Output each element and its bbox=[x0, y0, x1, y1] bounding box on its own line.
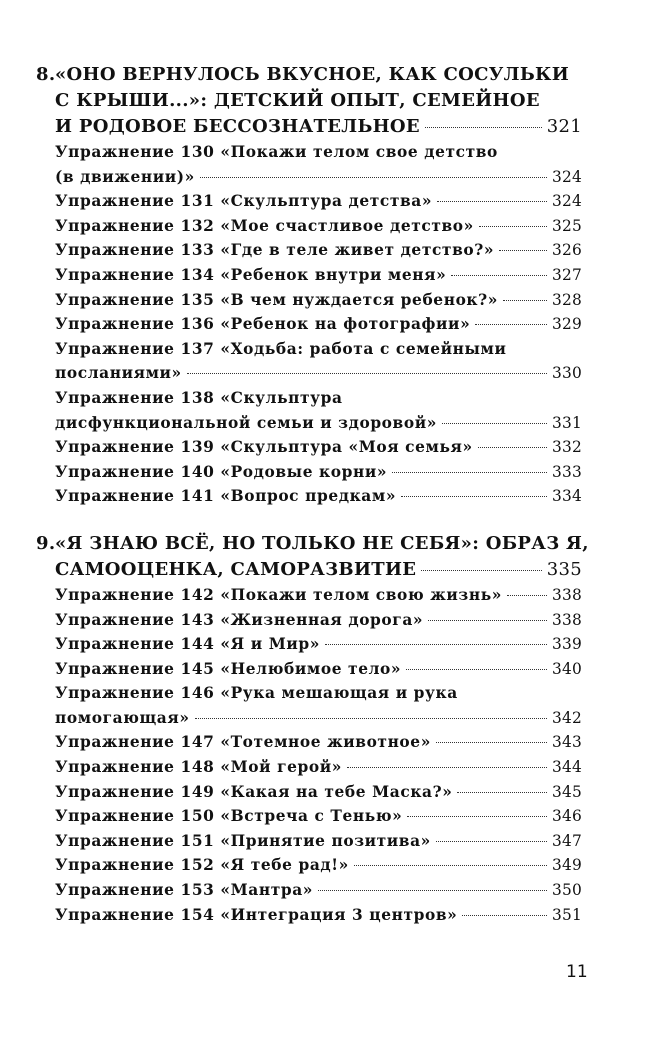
dot-leader bbox=[436, 841, 547, 842]
toc-entry-title: Упражнение 133 «Где в теле живет детство?» bbox=[55, 241, 495, 260]
dot-leader bbox=[354, 865, 547, 866]
chapter-title-text: «ОНО ВЕРНУЛОСЬ ВКУСНОЕ, КАК СОСУЛЬКИ bbox=[55, 64, 570, 85]
chapter-section bbox=[36, 62, 582, 509]
dot-leader bbox=[475, 324, 547, 325]
dot-leader bbox=[401, 496, 547, 497]
dot-leader bbox=[499, 250, 547, 251]
toc-entry-line: Упражнение 138 «Скульптура bbox=[55, 388, 343, 407]
toc-entry-page: 351 bbox=[552, 905, 582, 924]
toc-entry-page: 324 bbox=[552, 192, 582, 211]
toc-entry-page: 325 bbox=[552, 216, 582, 235]
toc-entry bbox=[36, 780, 582, 805]
toc-entry-page: 326 bbox=[552, 241, 582, 260]
toc-entry bbox=[36, 288, 582, 313]
toc-entry-title: Упражнение 150 «Встреча с Тенью» bbox=[55, 807, 403, 826]
toc-entry-title: Упражнение 131 «Скульптура детства» bbox=[55, 192, 433, 211]
toc-entry-title: Упражнение 153 «Мантра» bbox=[55, 881, 313, 900]
toc-entry-title: дисфункциональной семьи и здоровой» bbox=[55, 413, 437, 432]
toc-entry-title: Упражнение 154 «Интеграция 3 центров» bbox=[55, 905, 458, 924]
table-of-contents bbox=[36, 62, 589, 949]
chapter-page-number: 335 bbox=[546, 558, 582, 580]
toc-entry-page: 338 bbox=[552, 585, 582, 604]
toc-entry bbox=[36, 238, 582, 263]
toc-entry bbox=[36, 484, 582, 509]
toc-entry bbox=[36, 755, 582, 780]
toc-entry-page: 324 bbox=[552, 167, 582, 186]
toc-entry-page: 328 bbox=[552, 290, 582, 309]
chapter-title-last-line bbox=[36, 114, 582, 140]
dot-leader bbox=[442, 423, 547, 424]
toc-entry-page: 340 bbox=[552, 659, 582, 678]
toc-entry-title: Упражнение 152 «Я тебе рад!» bbox=[55, 856, 349, 875]
chapter-title-text: И РОДОВОЕ БЕССОЗНАТЕЛЬНОЕ bbox=[55, 116, 420, 137]
toc-entry-title: Упражнение 148 «Мой герой» bbox=[55, 758, 342, 777]
toc-entry bbox=[36, 878, 582, 903]
toc-entry-page: 339 bbox=[552, 635, 582, 654]
dot-leader bbox=[428, 620, 547, 621]
chapter-section bbox=[36, 531, 589, 927]
toc-entry-title: Упражнение 140 «Родовые корни» bbox=[55, 462, 388, 481]
dot-leader bbox=[478, 447, 547, 448]
toc-entry-page: 329 bbox=[552, 315, 582, 334]
toc-entry bbox=[36, 214, 582, 239]
toc-entry-title: Упражнение 139 «Скульптура «Моя семья» bbox=[55, 438, 473, 457]
toc-entry bbox=[36, 632, 582, 657]
chapter-number: 9. bbox=[36, 532, 56, 554]
toc-entry-title: посланиями» bbox=[55, 364, 182, 383]
toc-entry-title: Упражнение 142 «Покажи телом свою жизнь» bbox=[55, 585, 502, 604]
chapter-number: 8. bbox=[36, 64, 56, 85]
chapter-title-line bbox=[36, 88, 582, 114]
toc-entry-page: 338 bbox=[552, 610, 582, 629]
toc-entry-page: 333 bbox=[552, 462, 582, 481]
toc-entry bbox=[36, 706, 582, 731]
toc-entry-title: Упражнение 141 «Вопрос предкам» bbox=[55, 487, 397, 506]
toc-entry-title: Упражнение 147 «Тотемное животное» bbox=[55, 733, 431, 752]
dot-leader bbox=[436, 742, 547, 743]
toc-entry-title: Упражнение 145 «Нелюбимое тело» bbox=[55, 659, 402, 678]
chapter-title-text: «Я ЗНАЮ ВСЁ, НО ТОЛЬКО НЕ СЕБЯ»: ОБРАЗ Я, bbox=[55, 532, 589, 554]
toc-entry-page: 331 bbox=[552, 413, 582, 432]
toc-entry-title: Упражнение 134 «Ребенок внутри меня» bbox=[55, 265, 447, 284]
toc-entry-page: 330 bbox=[552, 364, 582, 383]
dot-leader bbox=[451, 275, 547, 276]
toc-entry bbox=[36, 411, 582, 436]
dot-leader bbox=[406, 669, 547, 670]
toc-entry bbox=[36, 829, 582, 854]
toc-entry-title: Упражнение 135 «В чем нуждается ребенок?» bbox=[55, 290, 498, 309]
toc-entry bbox=[36, 903, 582, 928]
toc-entry-page: 327 bbox=[552, 265, 582, 284]
toc-entry-page: 350 bbox=[552, 881, 582, 900]
toc-entry bbox=[36, 361, 582, 386]
toc-entry-title: Упражнение 136 «Ребенок на фотографии» bbox=[55, 315, 471, 334]
toc-entry-page: 344 bbox=[552, 758, 582, 777]
dot-leader bbox=[347, 767, 547, 768]
toc-entry-title: помогающая» bbox=[55, 708, 190, 727]
dot-leader bbox=[437, 201, 547, 202]
toc-entry-title: Упражнение 132 «Мое счастливое детство» bbox=[55, 216, 474, 235]
page-number: 11 bbox=[566, 962, 588, 982]
dot-leader bbox=[425, 127, 542, 128]
toc-entry-page: 334 bbox=[552, 487, 582, 506]
toc-entry bbox=[36, 853, 582, 878]
toc-entry bbox=[36, 435, 582, 460]
toc-entry-page: 349 bbox=[552, 856, 582, 875]
toc-entry-page: 332 bbox=[552, 438, 582, 457]
toc-entry bbox=[36, 804, 582, 829]
toc-entry bbox=[36, 583, 582, 608]
dot-leader bbox=[462, 915, 547, 916]
dot-leader bbox=[187, 373, 547, 374]
toc-entry-title: Упражнение 143 «Жизненная дорога» bbox=[55, 610, 424, 629]
dot-leader bbox=[479, 226, 547, 227]
toc-entry-title: Упражнение 151 «Принятие позитива» bbox=[55, 831, 431, 850]
dot-leader bbox=[325, 644, 547, 645]
chapter-title-line bbox=[36, 62, 582, 88]
dot-leader bbox=[507, 595, 547, 596]
dot-leader bbox=[457, 792, 547, 793]
dot-leader bbox=[407, 816, 547, 817]
toc-entry-page: 345 bbox=[552, 782, 582, 801]
toc-entry bbox=[36, 189, 582, 214]
dot-leader bbox=[195, 718, 547, 719]
toc-entry-title: Упражнение 144 «Я и Мир» bbox=[55, 635, 320, 654]
toc-entry-page: 346 bbox=[552, 807, 582, 826]
chapter-title-text: САМООЦЕНКА, САМОРАЗВИТИЕ bbox=[55, 558, 417, 580]
chapter-title-line bbox=[36, 531, 589, 557]
toc-entry-line: Упражнение 146 «Рука мешающая и рука bbox=[55, 684, 458, 703]
toc-entry bbox=[36, 165, 582, 190]
toc-entry-title: Упражнение 149 «Какая на тебе Маска?» bbox=[55, 782, 453, 801]
toc-entry-page: 347 bbox=[552, 831, 582, 850]
dot-leader bbox=[503, 300, 547, 301]
dot-leader bbox=[421, 570, 541, 571]
toc-entry bbox=[36, 730, 582, 755]
dot-leader bbox=[200, 177, 547, 178]
toc-entry-line: Упражнение 137 «Ходьба: работа с семейными bbox=[55, 339, 507, 358]
toc-entry-title: (в движении)» bbox=[55, 167, 195, 186]
dot-leader bbox=[392, 472, 547, 473]
toc-entry-line: Упражнение 130 «Покажи телом свое детство bbox=[55, 143, 498, 161]
toc-entry-page: 343 bbox=[552, 733, 582, 752]
toc-entry bbox=[36, 657, 582, 682]
toc-entry bbox=[36, 312, 582, 337]
chapter-title-text: С КРЫШИ...»: ДЕТСКИЙ ОПЫТ, СЕМЕЙНОЕ bbox=[55, 90, 540, 111]
toc-entry bbox=[36, 608, 582, 633]
chapter-page-number: 321 bbox=[546, 116, 582, 137]
dot-leader bbox=[318, 890, 547, 891]
toc-entry bbox=[36, 460, 582, 485]
chapter-title-last-line bbox=[36, 557, 582, 583]
toc-entry bbox=[36, 263, 582, 288]
toc-entry-page: 342 bbox=[552, 708, 582, 727]
